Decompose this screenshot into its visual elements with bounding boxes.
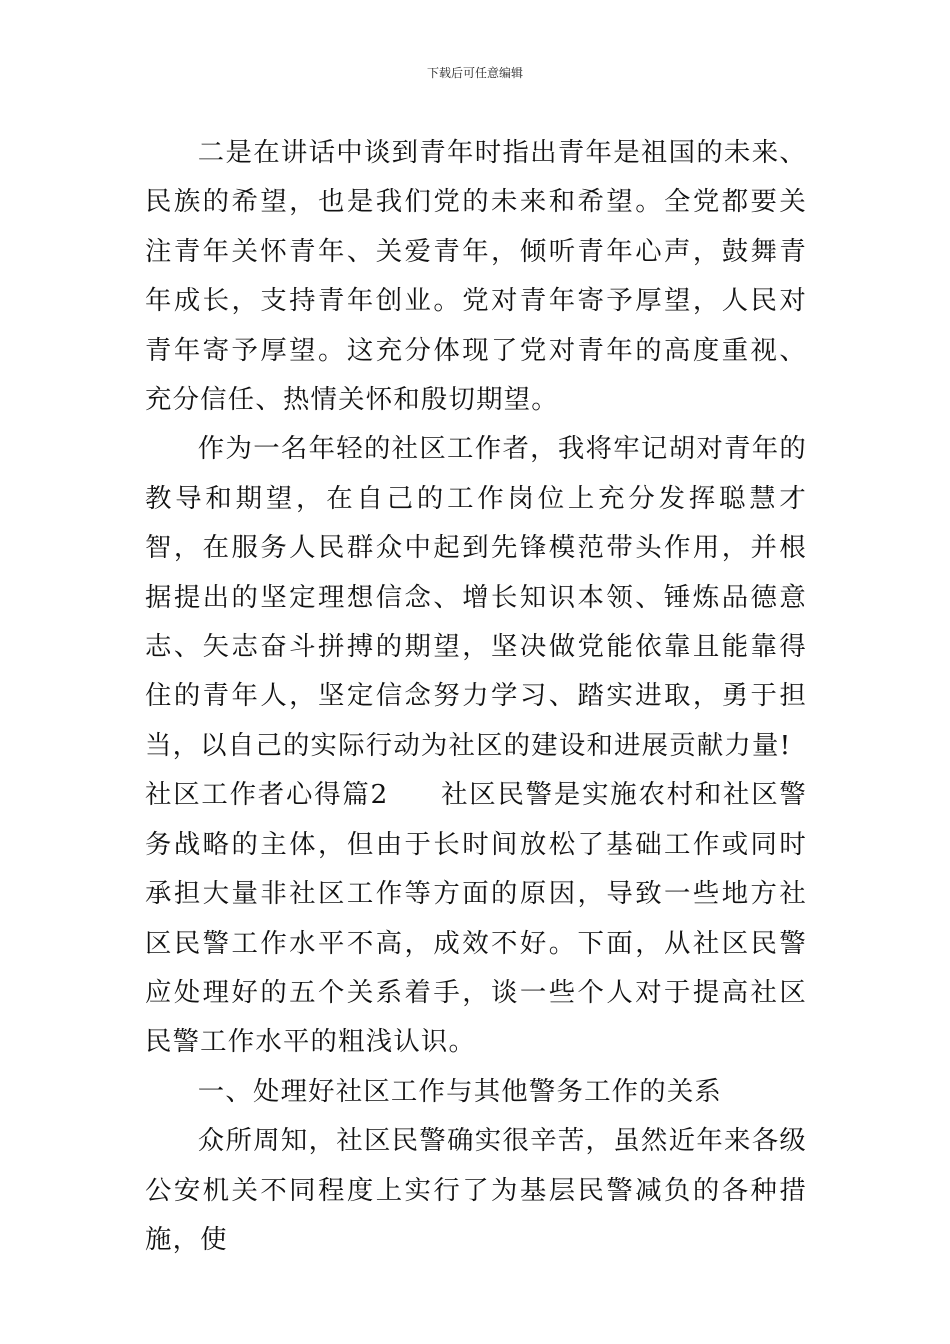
document-body [145,128,807,1264]
header-note: 下载后可任意编辑 [426,66,523,80]
article-title: 社区工作者心得篇2 [145,779,389,811]
paragraph-3 [145,770,807,1066]
paragraph-3-body: 社区民警是实施农村和社区警务战略的主体，但由于长时间放松了基础工作或同时承担大量非社区工作等方面的原因，导致一些地方社区民警工作水平不高，成效不好。下面，从社区民警应处理好的五个关系着手，谈一些个人对于提高社区民警工作水平的粗浅认识。 [145,779,807,1058]
paragraph-4: 众所周知，社区民警确实很辛苦，虽然近年来各级公安机关不同程度上实行了为基层民警减负的各种措施，使 [145,1125,807,1255]
paragraph-2: 作为一名年轻的社区工作者，我将牢记胡对青年的教导和期望，在自己的工作岗位上充分发挥聪慧才智，在服务人民群众中起到先锋模范带头作用，并根据提出的坚定理想信念、增长知识本领、锤炼品德意志、矢志奋斗拼搏的期望，坚决做党能依靠且能靠得住的青年人，坚定信念努力学习、踏实进取，勇于担当，以自己的实际行动为社区的建设和进展贡献力量! [145,433,807,761]
section-heading-1: 一、处理好社区工作与其他警务工作的关系 [197,1075,723,1107]
paragraph-1: 二是在讲话中谈到青年时指出青年是祖国的未来、民族的希望，也是我们党的未来和希望。全党都要关注青年关怀青年、关爱青年，倾听青年心声，鼓舞青年成长，支持青年创业。党对青年寄予厚望，人民对青年寄予厚望。这充分体现了党对青年的高度重视、充分信任、热情关怀和殷切期望。 [145,137,807,416]
